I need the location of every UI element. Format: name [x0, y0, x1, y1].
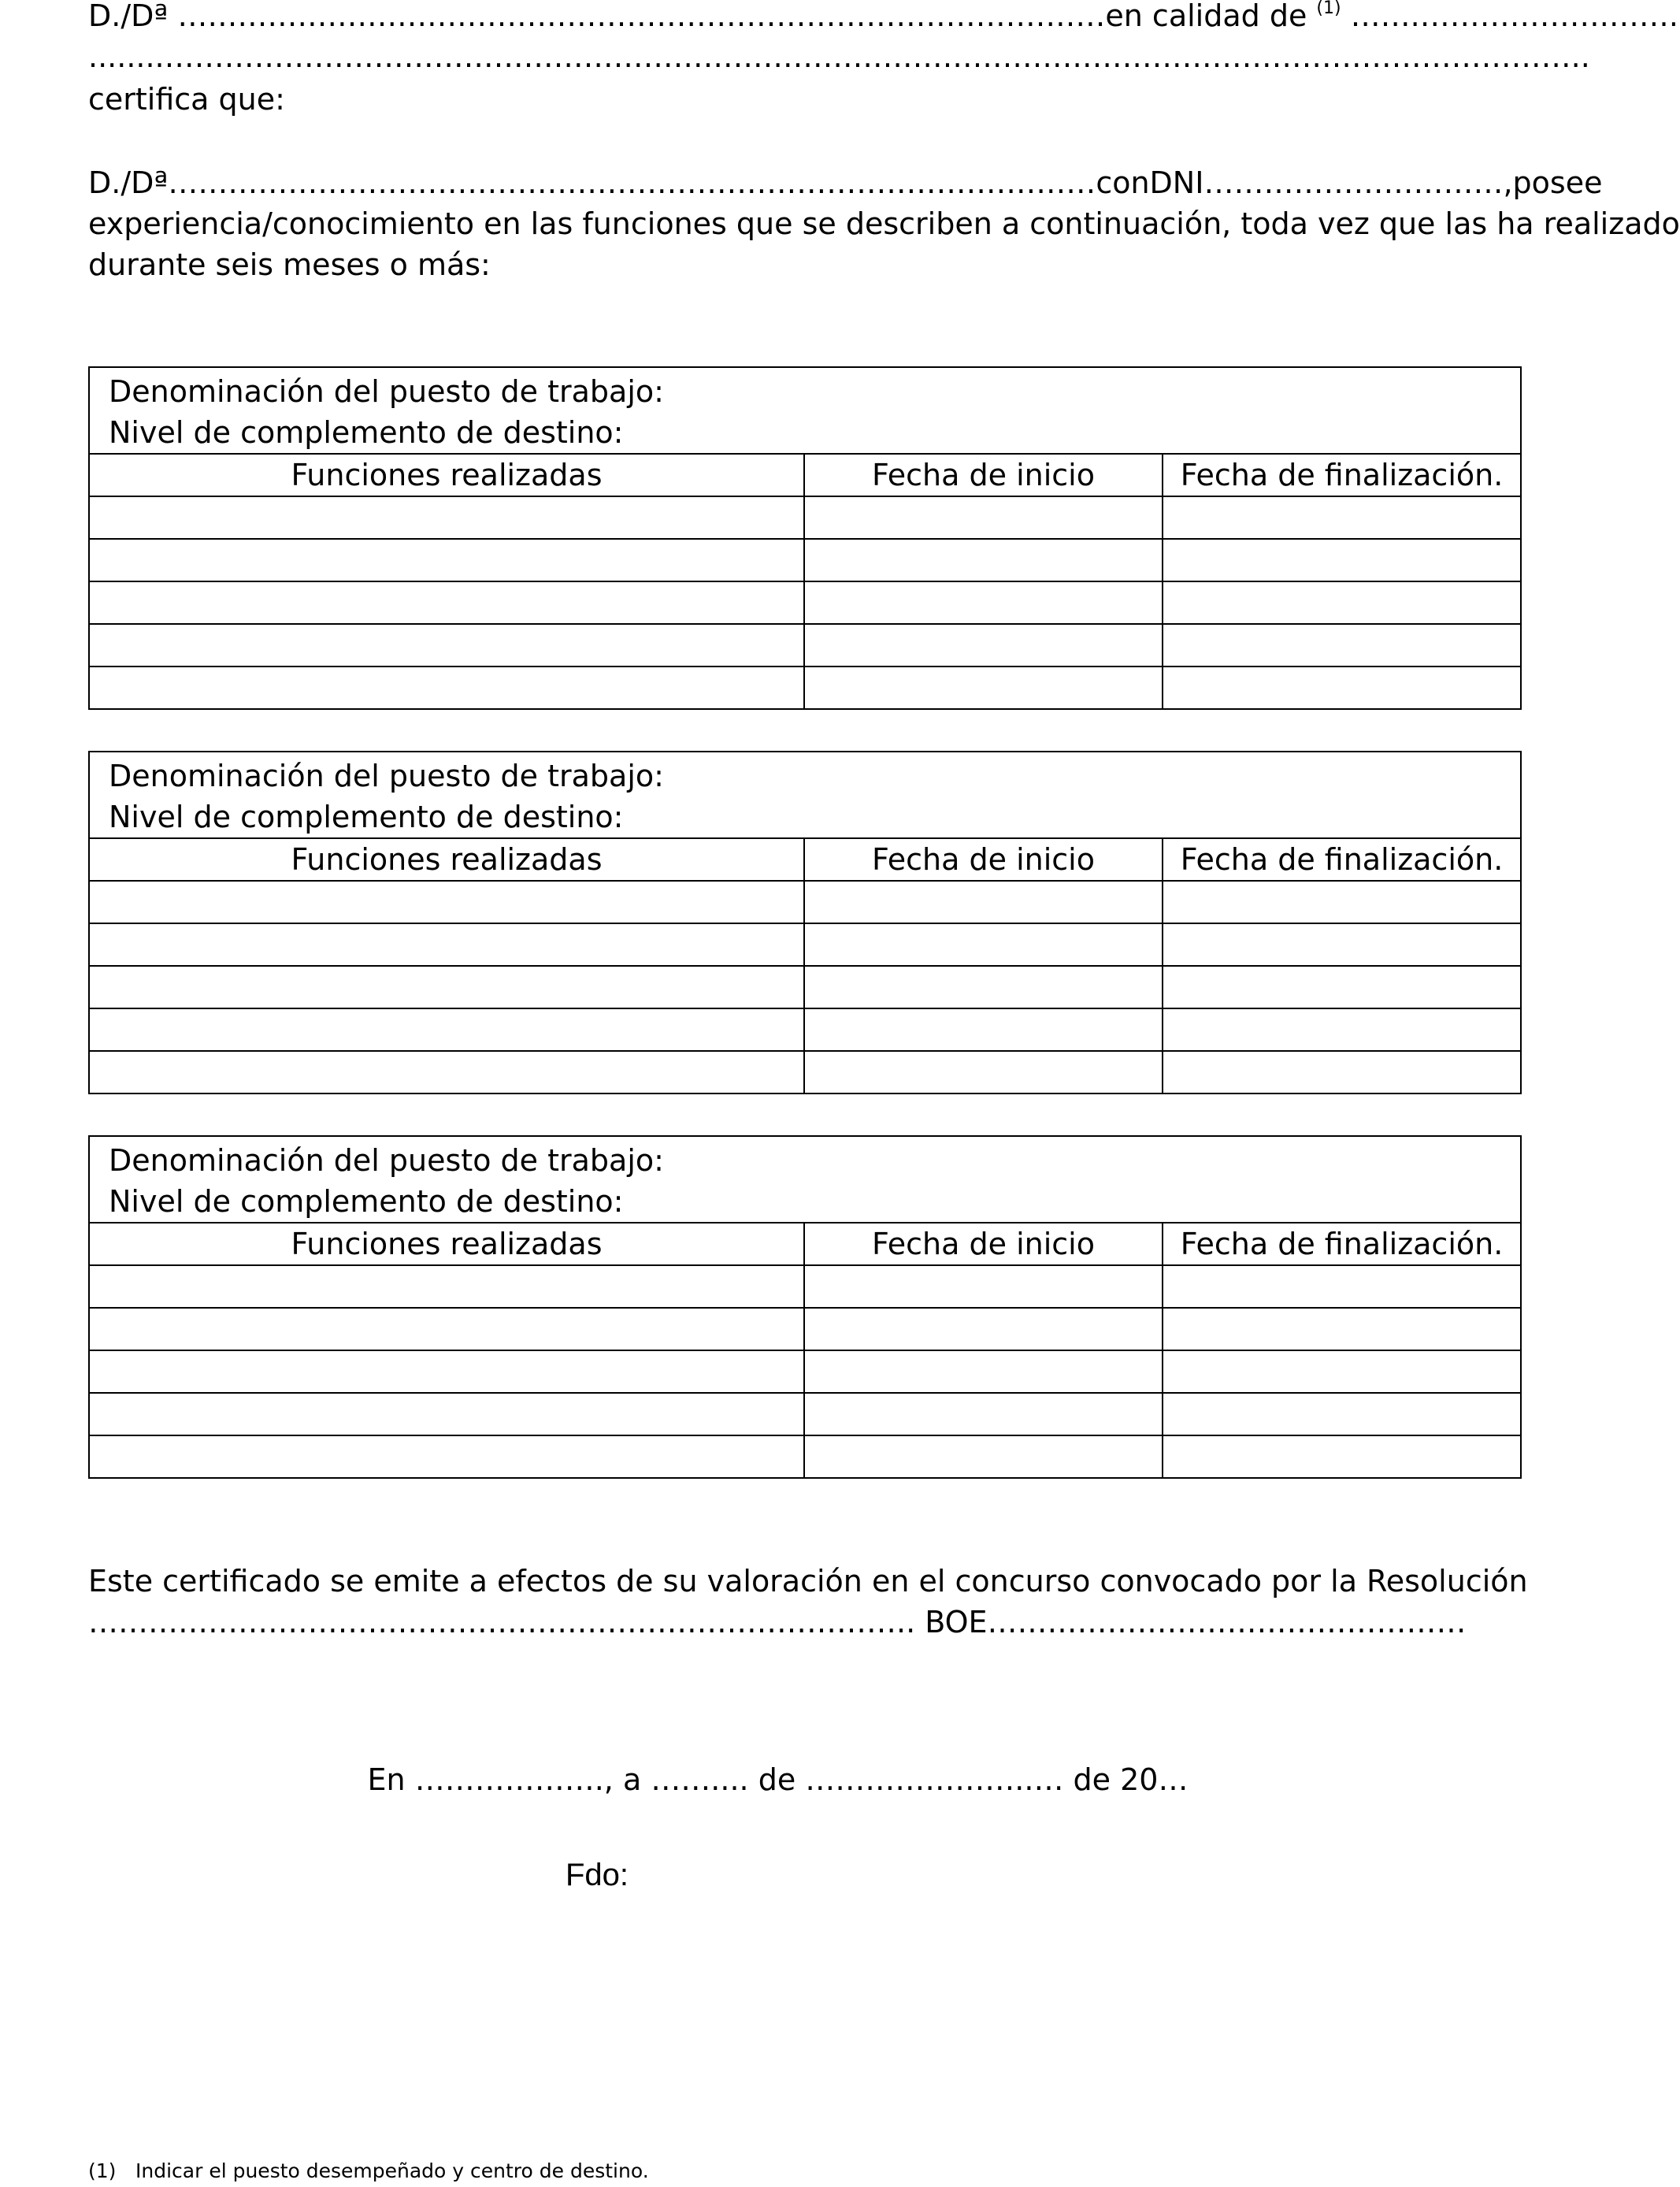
cell-fecha-fin[interactable]	[1163, 666, 1521, 709]
statement-line-1	[88, 162, 1603, 203]
table-row	[89, 666, 1521, 709]
cell-fecha-fin[interactable]	[1163, 1435, 1521, 1478]
table-row	[89, 923, 1521, 966]
cell-fecha-inicio[interactable]	[804, 581, 1163, 624]
cell-fecha-fin[interactable]	[1163, 1350, 1521, 1393]
col-header-fecha-inicio: Fecha de inicio	[804, 454, 1163, 496]
table-1-header	[89, 367, 1521, 454]
date-line: En ………………., a …….... de …………………..… de 20…	[367, 1762, 1189, 1797]
table-row	[89, 1051, 1521, 1094]
footnote	[88, 2159, 649, 2184]
certificate-line-2: ……………………………………………………………………….. BOE…………………………………………	[88, 1605, 1467, 1639]
statement-dni-field: …………………………,	[1203, 165, 1513, 200]
cell-funciones[interactable]	[89, 1051, 804, 1094]
cell-fecha-inicio[interactable]	[804, 1308, 1163, 1350]
cell-funciones[interactable]	[89, 881, 804, 923]
statement-dni-label: DNI	[1149, 165, 1204, 200]
cell-fecha-inicio[interactable]	[804, 966, 1163, 1008]
table-row	[89, 1308, 1521, 1350]
table-row	[89, 1435, 1521, 1478]
col-header-fecha-fin: Fecha de finalización.	[1163, 454, 1521, 496]
header-name-field: D./Dª …………………………………………………………………………………en calidad de	[88, 0, 1317, 33]
cell-fecha-inicio[interactable]	[804, 539, 1163, 581]
footnote-number: (1)	[88, 2159, 117, 2182]
col-header-fecha-inicio: Fecha de inicio	[804, 838, 1163, 881]
cell-funciones[interactable]	[89, 966, 804, 1008]
table-row	[89, 581, 1521, 624]
cell-funciones[interactable]	[89, 1435, 804, 1478]
table-row	[89, 1350, 1521, 1393]
cell-fecha-inicio[interactable]	[804, 1008, 1163, 1051]
cell-funciones[interactable]	[89, 1350, 804, 1393]
table-row	[89, 881, 1521, 923]
cell-funciones[interactable]	[89, 1393, 804, 1435]
header-role-field: …….……………….…….	[1341, 0, 1678, 33]
table-row	[89, 1008, 1521, 1051]
cell-funciones[interactable]	[89, 581, 804, 624]
table-3-header	[89, 1136, 1521, 1223]
cell-fecha-inicio[interactable]	[804, 881, 1163, 923]
cell-fecha-inicio[interactable]	[804, 1393, 1163, 1435]
cell-funciones[interactable]	[89, 539, 804, 581]
cell-fecha-fin[interactable]	[1163, 923, 1521, 966]
table-row	[89, 966, 1521, 1008]
cell-fecha-fin[interactable]	[1163, 581, 1521, 624]
level-label: Nivel de complemento de destino:	[109, 800, 624, 834]
table-row	[89, 624, 1521, 666]
cell-fecha-fin[interactable]	[1163, 1265, 1521, 1308]
signature-label: Fdo:	[566, 1858, 629, 1892]
position-label: Denominación del puesto de trabajo:	[109, 374, 664, 409]
level-label: Nivel de complemento de destino:	[109, 1184, 624, 1219]
table-row	[89, 1393, 1521, 1435]
cell-fecha-fin[interactable]	[1163, 539, 1521, 581]
cell-fecha-fin[interactable]	[1163, 496, 1521, 539]
cell-funciones[interactable]	[89, 1308, 804, 1350]
cell-fecha-fin[interactable]	[1163, 1051, 1521, 1094]
col-header-funciones: Funciones realizadas	[89, 454, 804, 496]
experience-table-3	[88, 1135, 1522, 1479]
table-row	[89, 496, 1521, 539]
col-header-funciones: Funciones realizadas	[89, 838, 804, 881]
table-2-header	[89, 752, 1521, 838]
cell-fecha-fin[interactable]	[1163, 624, 1521, 666]
cell-fecha-inicio[interactable]	[804, 1350, 1163, 1393]
cell-funciones[interactable]	[89, 496, 804, 539]
statement-line-2: experiencia/conocimiento en las funciones que se describen a continuación, toda vez que las ha realizado	[88, 206, 1680, 241]
cell-fecha-fin[interactable]	[1163, 966, 1521, 1008]
statement-name-field: D./Dª…………………………………………………………………………………	[88, 165, 1096, 200]
cell-fecha-inicio[interactable]	[804, 624, 1163, 666]
header-line-2: ........……………………………………………………………………………………………………………………………..	[88, 39, 1590, 74]
level-label: Nivel de complemento de destino:	[109, 415, 624, 450]
certifica-que: certifica que:	[88, 82, 285, 117]
table-row	[89, 539, 1521, 581]
cell-funciones[interactable]	[89, 624, 804, 666]
table-row	[89, 1265, 1521, 1308]
statement-con: con	[1096, 165, 1150, 200]
footnote-text: Indicar el puesto desempeñado y centro de destino.	[135, 2159, 649, 2182]
experience-table-2	[88, 751, 1522, 1094]
footnote-ref: (1)	[1316, 0, 1341, 18]
cell-fecha-inicio[interactable]	[804, 923, 1163, 966]
statement-posee: posee	[1512, 165, 1603, 200]
col-header-funciones: Funciones realizadas	[89, 1223, 804, 1265]
cell-fecha-inicio[interactable]	[804, 1265, 1163, 1308]
cell-fecha-inicio[interactable]	[804, 496, 1163, 539]
cell-fecha-fin[interactable]	[1163, 881, 1521, 923]
experience-table-1	[88, 366, 1522, 710]
certificate-line-1: Este certificado se emite a efectos de su valoración en el concurso convocado por la Resolución	[88, 1564, 1528, 1598]
statement-line-3: durante seis meses o más:	[88, 247, 491, 282]
cell-fecha-fin[interactable]	[1163, 1008, 1521, 1051]
col-header-fecha-fin: Fecha de finalización.	[1163, 838, 1521, 881]
cell-funciones[interactable]	[89, 923, 804, 966]
cell-funciones[interactable]	[89, 666, 804, 709]
cell-fecha-inicio[interactable]	[804, 1051, 1163, 1094]
cell-funciones[interactable]	[89, 1008, 804, 1051]
position-label: Denominación del puesto de trabajo:	[109, 759, 664, 793]
cell-fecha-inicio[interactable]	[804, 666, 1163, 709]
cell-fecha-fin[interactable]	[1163, 1393, 1521, 1435]
col-header-fecha-inicio: Fecha de inicio	[804, 1223, 1163, 1265]
cell-fecha-fin[interactable]	[1163, 1308, 1521, 1350]
cell-funciones[interactable]	[89, 1265, 804, 1308]
position-label: Denominación del puesto de trabajo:	[109, 1143, 664, 1178]
col-header-fecha-fin: Fecha de finalización.	[1163, 1223, 1521, 1265]
cell-fecha-inicio[interactable]	[804, 1435, 1163, 1478]
